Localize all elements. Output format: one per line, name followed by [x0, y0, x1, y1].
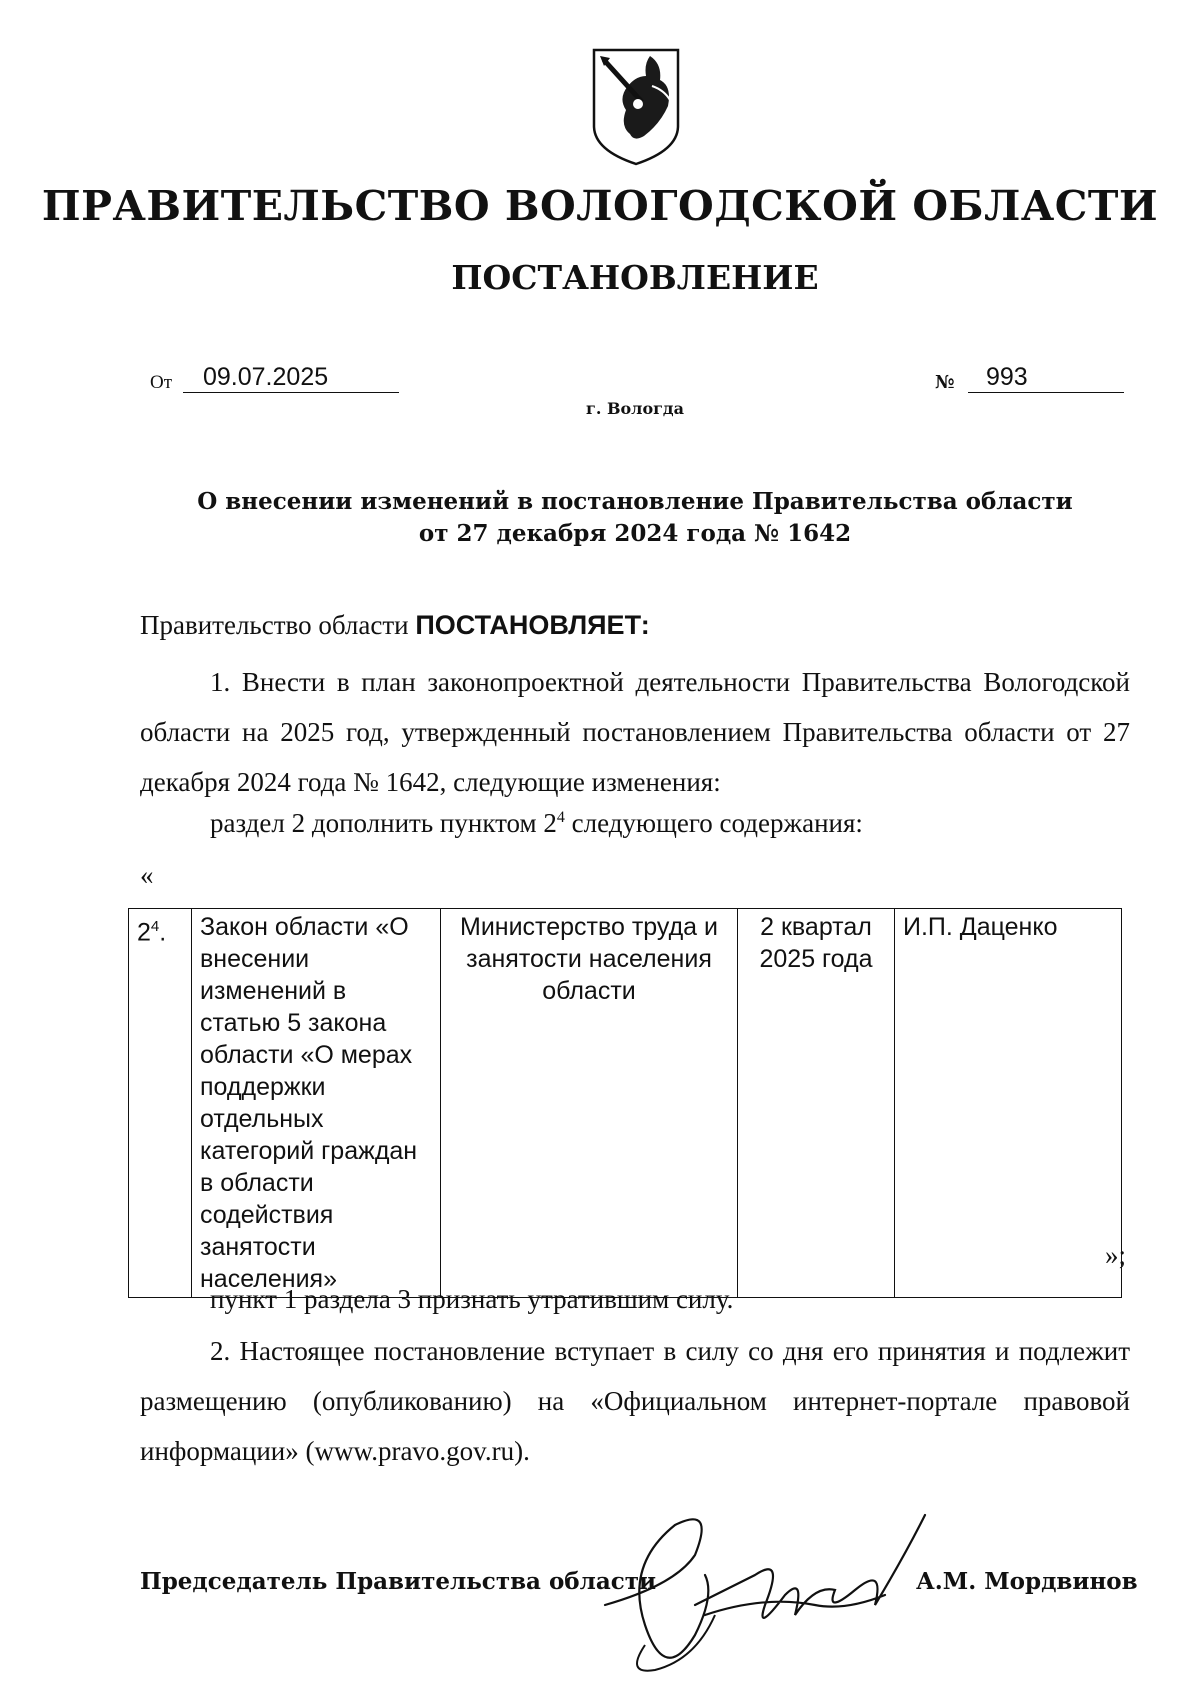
document-subject: [0, 486, 1200, 550]
plan-table: [128, 908, 1122, 1298]
addition-superscript: 4: [556, 809, 565, 826]
signer-name: А.М. Мордвинов: [916, 1568, 1138, 1595]
paragraph-2: 2. Настоящее постановление вступает в силу со дня его принятия и подлежит размещению (опубликованию) на «Официальном интернет-портале правовой информации» (www.pravo.gov.ru).: [140, 1336, 1130, 1466]
document-number: 993: [968, 362, 1124, 393]
handwritten-signature-icon: [585, 1495, 945, 1695]
preamble-lead: Правительство области: [140, 610, 409, 640]
document-date: 09.07.2025: [183, 362, 399, 393]
addition-text: раздел 2 дополнить пунктом 2: [210, 808, 557, 838]
repeal-paragraph: пункт 1 раздела 3 признать утратившим силу.: [210, 1284, 734, 1314]
cell-number: [129, 909, 192, 1298]
table-row: [129, 909, 1122, 1298]
cell-law-title: Закон области «О внесении изменений в статью 5 закона области «О мерах поддержки отдельных категорий граждан в области содействия занятости населения»: [192, 909, 441, 1298]
document-type: ПОСТАНОВЛЕНИЕ: [451, 258, 819, 297]
addition-tail: следующего содержания:: [564, 808, 863, 838]
subject-line-2: от 27 декабря 2024 года № 1642: [418, 520, 852, 547]
item-number-superscript: 4: [150, 918, 160, 935]
date-label: От: [150, 372, 173, 393]
city: г. Вологда: [586, 399, 684, 418]
item-number: 2: [137, 918, 151, 947]
item-number-dot: .: [159, 918, 167, 947]
quote-open: «: [140, 860, 154, 890]
preamble-decree: ПОСТАНОВЛЯЕТ:: [415, 610, 650, 640]
cell-responsible: И.П. Даценко: [895, 909, 1122, 1298]
signer-title: Председатель Правительства области: [140, 1568, 657, 1595]
quote-close: »;: [1105, 1240, 1127, 1270]
subject-line-1: О внесении изменений в постановление Правительства области: [197, 488, 1073, 515]
coat-of-arms-icon: [590, 46, 682, 168]
preamble: [140, 610, 650, 641]
organization-title: ПРАВИТЕЛЬСТВО ВОЛОГОДСКОЙ ОБЛАСТИ: [41, 182, 1159, 230]
number-label: №: [935, 372, 955, 393]
cell-term: 2 квартал 2025 года: [738, 909, 895, 1298]
paragraph-1: 1. Внести в план законопроектной деятельности Правительства Вологодской области на 2025 год, утвержденный постановлением Правительства области от 27 декабря 2024 года № 1642, следующие изменения:: [140, 667, 1130, 797]
addition-paragraph: [210, 808, 863, 839]
cell-executor: Министерство труда и занятости населения области: [441, 909, 738, 1298]
